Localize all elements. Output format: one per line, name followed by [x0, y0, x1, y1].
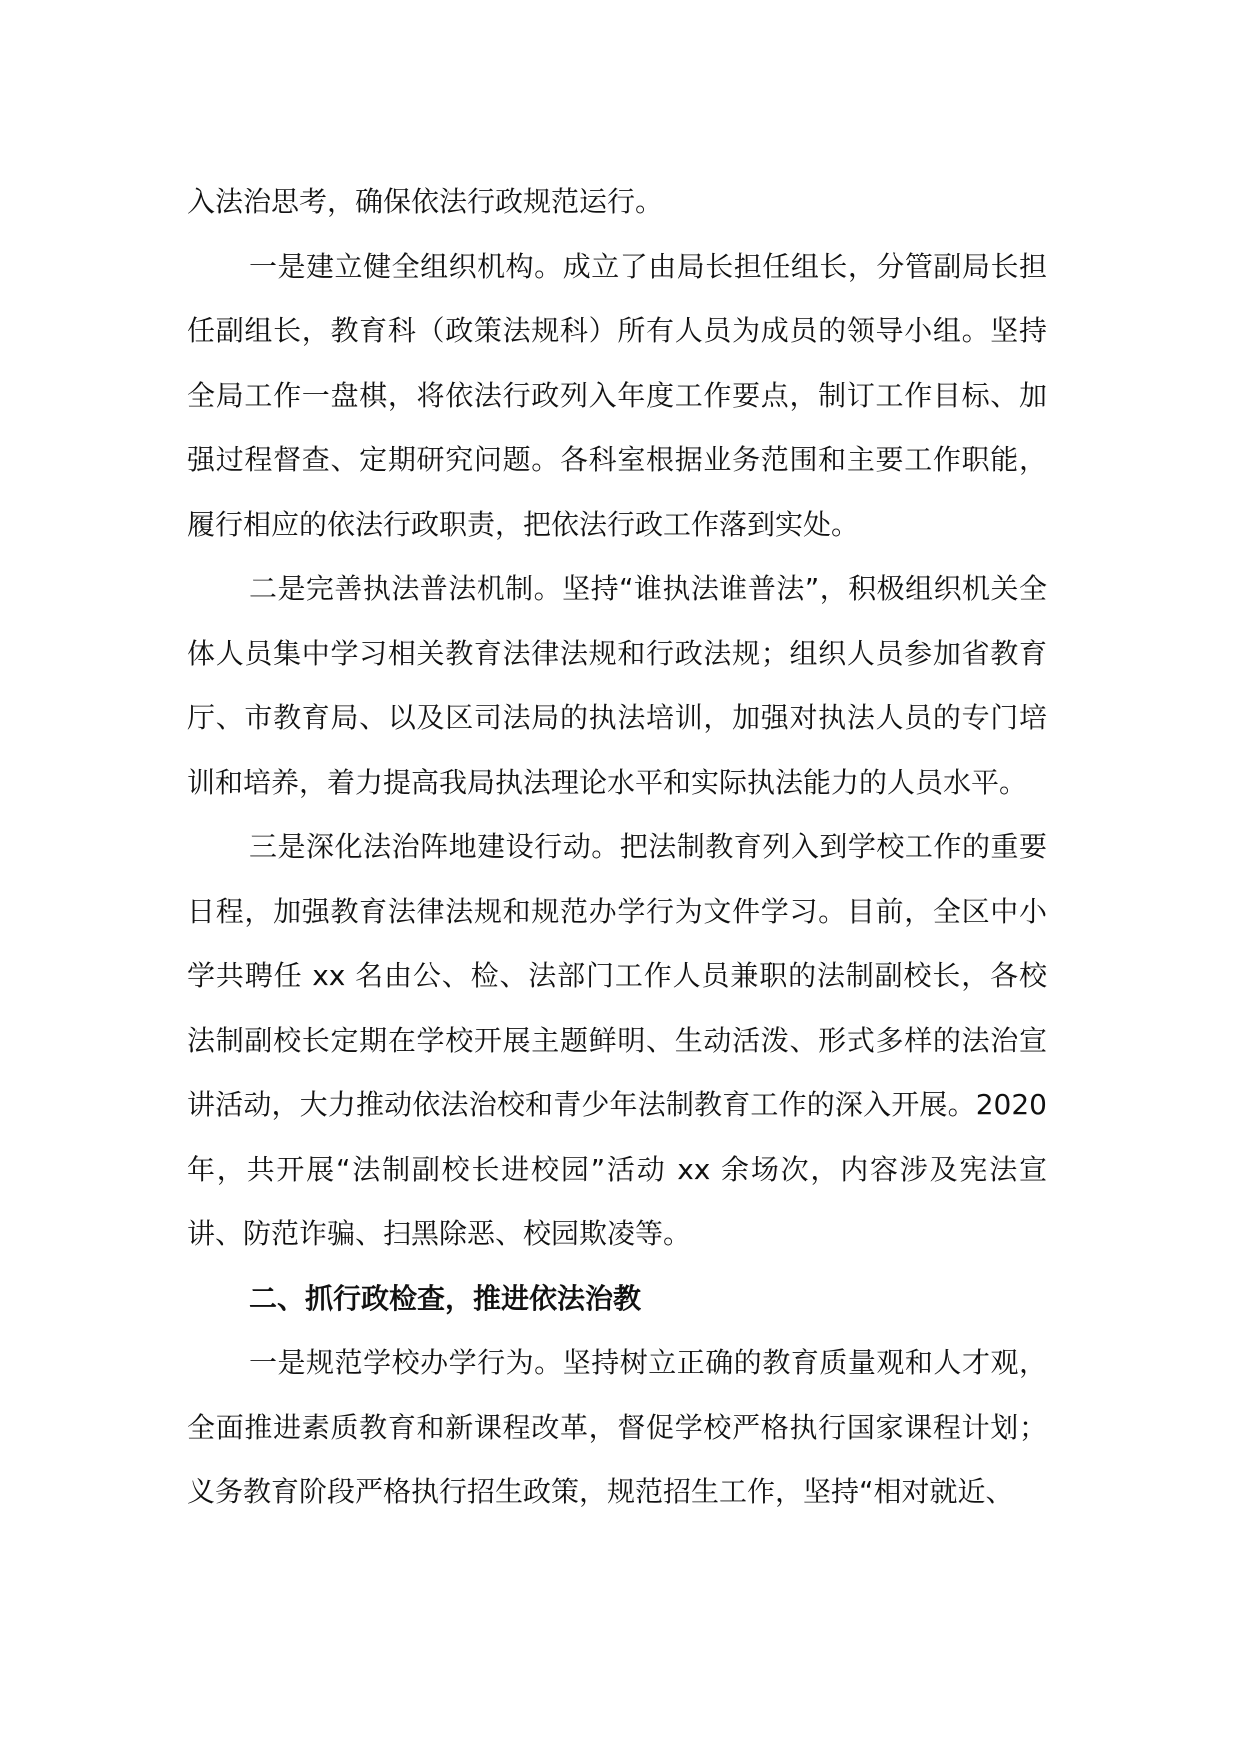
paragraph-school-conduct: 一是规范学校办学行为。坚持树立正确的教育质量观和人才观，全面推进素质教育和新课程改革，督促学校严格执行国家课程计划；义务教育阶段严格执行招生政策，规范招生工作，坚持“相对就近、 [187, 1346, 1047, 1508]
document-body [187, 170, 1047, 1525]
paragraph-continuation: 入法治思考，确保依法行政规范运行。 [187, 185, 664, 218]
paragraph-organization: 一是建立健全组织机构。成立了由局长担任组长，分管副局长担任副组长，教育科（政策法规科）所有人员为成员的领导小组。坚持全局工作一盘棋，将依法行政列入年度工作要点，制订工作目标、加强过程督查、定期研究问题。各科室根据业务范围和主要工作职能，履行相应的依法行政职责，把依法行政工作落到实处。 [187, 249, 1047, 541]
paragraph-rule-of-law-education: 三是深化法治阵地建设行动。把法制教育列入到学校工作的重要日程，加强教育法律法规和规范办学行为文件学习。目前，全区中小学共聘任 xx 名由公、检、法部门工作人员兼职的法制副校长，各校法制副校长定期在学校开展主题鲜明、生动活泼、形式多样的法治宣讲活动，大力推动依法治校和青少年法制教育工作的深入开展。2020 年，共开展“法制副校长进校园”活动 xx 余场次，内容涉及宪法宣讲、防范诈骗、扫黑除恶、校园欺凌等。 [187, 830, 1047, 1250]
section-heading: 二、抓行政检查，推进依法治教 [249, 1281, 642, 1315]
paragraph-law-enforcement: 二是完善执法普法机制。坚持“谁执法谁普法”，积极组织机关全体人员集中学习相关教育法律法规和行政法规；组织人员参加省教育厅、市教育局、以及区司法局的执法培训，加强对执法人员的专门培训和培养，着力提高我局执法理论水平和实际执法能力的人员水平。 [187, 572, 1047, 799]
